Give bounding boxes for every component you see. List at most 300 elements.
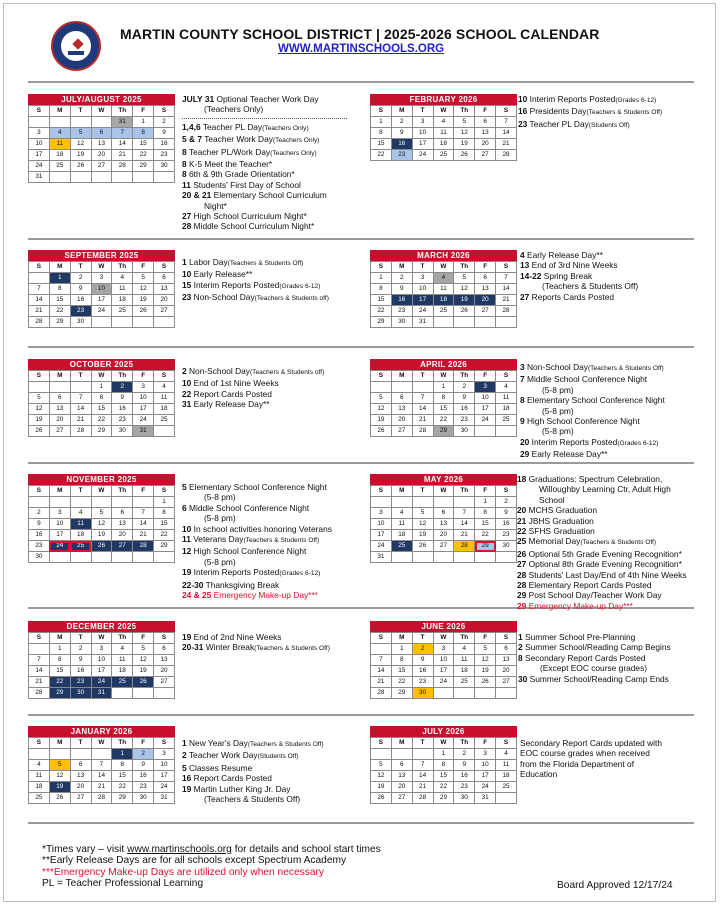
day-cell: 2 [154, 117, 175, 128]
week-row [29, 519, 175, 530]
day-cell: 22 [154, 530, 175, 541]
weekday-label: S [154, 486, 175, 497]
day-cell: 11 [433, 284, 454, 295]
event-item [182, 147, 354, 159]
day-cell: 30 [412, 688, 433, 699]
event-item [517, 601, 702, 611]
event-date: 8 [520, 395, 525, 406]
event-item [182, 159, 354, 169]
day-cell: 23 [454, 782, 475, 793]
weekday-label: T [70, 106, 91, 117]
day-cell: 10 [91, 284, 112, 295]
divider [28, 81, 694, 83]
day-cell [496, 426, 517, 437]
day-cell: 1 [91, 382, 112, 393]
day-cell: 17 [412, 139, 433, 150]
event-text: (Teachers & Students Off) [204, 794, 301, 805]
day-cell: 3 [91, 644, 112, 655]
day-cell: 31 [475, 793, 496, 804]
day-cell: 7 [70, 393, 91, 404]
week-row [371, 666, 517, 677]
event-text: Middle School Curriculum Night* [193, 221, 315, 232]
weekday-label: Th [454, 633, 475, 644]
day-cell: 23 [412, 677, 433, 688]
day-cell: 23 [70, 306, 91, 317]
weekday-label: T [412, 106, 433, 117]
week-row [371, 760, 517, 771]
day-cell: 27 [475, 150, 496, 161]
day-cell: 19 [29, 415, 50, 426]
day-cell [412, 382, 433, 393]
weekday-label: W [91, 106, 112, 117]
week-row [371, 655, 517, 666]
event-date: 25 [517, 536, 527, 547]
day-cell: 20 [475, 295, 496, 306]
divider [28, 462, 694, 464]
day-cell [29, 117, 50, 128]
day-cell: 3 [475, 382, 496, 393]
day-cell: 17 [154, 771, 175, 782]
weekday-label: M [49, 106, 70, 117]
day-cell [371, 497, 392, 508]
event-text: (5-8 pm) [204, 556, 236, 567]
event-date: 1,4,6 [182, 121, 201, 132]
event-text: Early Release Day** [527, 250, 603, 260]
event-text: MCHS Graduation [528, 505, 598, 516]
day-cell: 27 [391, 793, 412, 804]
day-cell: 25 [154, 415, 175, 426]
event-text: Elementary School Conference Night [189, 482, 327, 492]
event-item [517, 590, 702, 600]
day-cell: 27 [496, 677, 517, 688]
day-cell: 15 [475, 519, 496, 530]
day-cell: 6 [91, 128, 112, 139]
day-cell: 26 [475, 677, 496, 688]
month-title: FEBRUARY 2026 [370, 94, 517, 105]
day-cell: 18 [112, 295, 133, 306]
day-cell: 18 [112, 666, 133, 677]
week-row [371, 393, 517, 404]
event-list [520, 250, 685, 302]
event-item [517, 484, 702, 494]
month-calendar [370, 250, 517, 328]
day-cell: 22 [49, 306, 70, 317]
event-text: SFHS Graduation [528, 526, 595, 537]
day-cell [91, 172, 112, 183]
day-cell: 1 [433, 382, 454, 393]
event-item [520, 406, 695, 416]
day-cell: 16 [70, 295, 91, 306]
day-cell: 11 [454, 655, 475, 666]
day-cell: 17 [475, 771, 496, 782]
day-cell: 3 [154, 749, 175, 760]
day-cell: 7 [412, 760, 433, 771]
day-cell [154, 426, 175, 437]
event-date: 19 [182, 567, 192, 578]
day-cell: 13 [496, 655, 517, 666]
event-item [517, 505, 702, 515]
day-cell: 5 [454, 273, 475, 284]
weekday-label: F [133, 486, 154, 497]
event-note: (Teachers & Students Off) [586, 109, 663, 117]
day-cell: 14 [133, 519, 154, 530]
day-cell: 16 [454, 771, 475, 782]
day-cell: 17 [433, 666, 454, 677]
day-cell: 1 [49, 644, 70, 655]
day-cell: 11 [391, 519, 412, 530]
event-note: (Grades 6-12) [279, 570, 321, 578]
week-row [29, 317, 175, 328]
day-cell [133, 688, 154, 699]
event-item [182, 784, 357, 794]
weekday-header-row [371, 262, 517, 273]
day-cell: 6 [496, 644, 517, 655]
day-cell [391, 382, 412, 393]
week-row [29, 677, 175, 688]
day-cell: 16 [391, 139, 412, 150]
event-text: Labor Day [189, 257, 228, 267]
week-row [371, 426, 517, 437]
day-cell: 18 [70, 530, 91, 541]
month-title: MAY 2026 [370, 474, 517, 485]
day-cell: 23 [391, 150, 412, 161]
weekday-label: Th [112, 106, 133, 117]
event-item [182, 632, 357, 642]
day-cell: 7 [91, 760, 112, 771]
weekday-label: T [412, 486, 433, 497]
divider [28, 346, 694, 348]
weekday-label: S [371, 262, 392, 273]
day-cell: 15 [49, 666, 70, 677]
day-cell: 26 [412, 541, 433, 552]
day-cell [454, 688, 475, 699]
day-cell: 5 [475, 644, 496, 655]
day-cell [70, 172, 91, 183]
event-item [182, 524, 362, 534]
day-cell: 23 [112, 415, 133, 426]
week-row [29, 793, 175, 804]
day-cell [91, 317, 112, 328]
weekday-label: Th [454, 106, 475, 117]
day-cell: 18 [29, 782, 50, 793]
event-text: Teacher PL/Work Day [188, 146, 271, 157]
day-cell: 24 [412, 150, 433, 161]
day-cell: 6 [433, 508, 454, 519]
day-cell [112, 688, 133, 699]
day-cell: 22 [371, 306, 392, 317]
day-cell: 28 [412, 426, 433, 437]
event-text: Students' Last Day/End of 4th Nine Weeks [528, 569, 687, 580]
month-calendar [28, 726, 175, 804]
weekday-label: S [29, 262, 50, 273]
day-cell: 22 [433, 415, 454, 426]
day-cell: 24 [154, 782, 175, 793]
event-item [520, 281, 685, 291]
day-cell: 8 [433, 760, 454, 771]
day-cell: 14 [29, 295, 50, 306]
event-item [520, 748, 695, 758]
day-cell: 16 [29, 530, 50, 541]
weekday-label: Th [454, 486, 475, 497]
day-cell: 27 [391, 426, 412, 437]
week-row [371, 519, 517, 530]
month-title: SEPTEMBER 2025 [28, 250, 175, 261]
event-text: Report Cards Posted [193, 773, 272, 784]
day-cell: 24 [433, 677, 454, 688]
event-item [517, 580, 702, 590]
event-item [182, 169, 354, 179]
week-row [29, 688, 175, 699]
day-cell: 7 [496, 117, 517, 128]
weekday-label: S [371, 486, 392, 497]
event-text: Interim Reports Posted [193, 567, 280, 578]
day-cell: 23 [154, 150, 175, 161]
day-cell: 20 [391, 782, 412, 793]
day-cell: 11 [112, 284, 133, 295]
event-item [517, 526, 702, 536]
weekday-label: W [433, 262, 454, 273]
weekday-label: W [91, 738, 112, 749]
weekday-label: T [70, 633, 91, 644]
month-grid [28, 632, 175, 699]
event-date: 16 [182, 773, 192, 784]
event-item [182, 378, 357, 388]
event-date: 23 [518, 118, 528, 129]
day-cell: 7 [496, 273, 517, 284]
weekday-label: F [475, 486, 496, 497]
event-item [182, 269, 357, 279]
day-cell: 11 [29, 771, 50, 782]
day-cell: 26 [49, 793, 70, 804]
day-cell: 24 [133, 415, 154, 426]
event-text: School [539, 494, 565, 505]
weekday-label: M [49, 371, 70, 382]
day-cell: 15 [371, 295, 392, 306]
day-cell [454, 497, 475, 508]
day-cell: 4 [112, 273, 133, 284]
event-text: from the Florida Department of [520, 758, 635, 769]
divider [28, 714, 694, 716]
month-grid [370, 105, 517, 161]
event-date: 31 [182, 399, 192, 410]
day-cell: 31 [371, 552, 392, 563]
day-cell: 15 [371, 139, 392, 150]
event-list [182, 632, 357, 655]
day-cell: 19 [133, 666, 154, 677]
event-text: (Except EOC course grades) [540, 663, 648, 674]
month-grid [28, 485, 175, 563]
weekday-header-row [371, 371, 517, 382]
day-cell: 3 [412, 117, 433, 128]
event-text: Elementary School Conference Night [527, 395, 665, 406]
weekday-label: M [391, 633, 412, 644]
day-cell: 16 [496, 519, 517, 530]
day-cell [70, 117, 91, 128]
weekday-label: S [154, 106, 175, 117]
event-date: JULY 31 [182, 94, 215, 104]
day-cell: 13 [154, 655, 175, 666]
day-cell: 27 [112, 541, 133, 552]
day-cell [91, 117, 112, 128]
day-cell [371, 382, 392, 393]
event-text: Elementary School Curriculum [213, 190, 327, 201]
day-cell: 12 [412, 519, 433, 530]
month-title: MARCH 2026 [370, 250, 517, 261]
day-cell: 4 [112, 644, 133, 655]
day-cell: 9 [112, 393, 133, 404]
day-cell: 4 [29, 760, 50, 771]
day-cell [29, 382, 50, 393]
event-item [182, 580, 362, 590]
event-text: Secondary Report Cards Posted [525, 652, 646, 663]
day-cell: 6 [475, 273, 496, 284]
day-cell [91, 552, 112, 563]
day-cell: 2 [412, 644, 433, 655]
day-cell: 21 [412, 782, 433, 793]
event-text: Secondary Report Cards updated with [520, 738, 662, 748]
week-row [371, 273, 517, 284]
event-text: EOC course grades when received [520, 748, 650, 759]
weekday-label: W [433, 486, 454, 497]
day-cell: 8 [391, 655, 412, 666]
event-date: 22 [182, 388, 192, 399]
day-cell: 8 [91, 393, 112, 404]
day-cell: 20 [433, 530, 454, 541]
day-cell [70, 497, 91, 508]
weekday-label: S [154, 262, 175, 273]
event-date: 10 [182, 378, 192, 389]
day-cell: 14 [496, 128, 517, 139]
day-cell: 12 [29, 404, 50, 415]
day-cell [454, 552, 475, 563]
day-cell: 28 [70, 426, 91, 437]
event-list [182, 738, 357, 804]
event-item [520, 374, 695, 384]
event-item [182, 104, 354, 114]
day-cell: 20 [112, 530, 133, 541]
day-cell: 22 [475, 530, 496, 541]
event-text: Teacher Work Day [204, 134, 273, 145]
event-text: (Teachers Only) [204, 104, 264, 115]
event-text: Non-School Day [527, 362, 588, 372]
event-note: (Teachers & Students Off) [587, 365, 664, 372]
day-cell: 13 [91, 139, 112, 150]
day-cell: 14 [29, 666, 50, 677]
event-text: High School Curriculum Night* [193, 211, 307, 222]
event-note: (Teachers & Students Off) [227, 260, 304, 267]
weekday-label: T [70, 262, 91, 273]
day-cell: 16 [133, 771, 154, 782]
weekday-label: Th [112, 371, 133, 382]
day-cell: 28 [112, 161, 133, 172]
day-cell: 20 [391, 415, 412, 426]
event-item [520, 271, 685, 281]
day-cell: 19 [371, 415, 392, 426]
footer-website-link[interactable]: www.martinschools.org [127, 844, 232, 855]
day-cell: 30 [496, 541, 517, 552]
month-title: NOVEMBER 2025 [28, 474, 175, 485]
day-cell [475, 317, 496, 328]
day-cell: 1 [391, 644, 412, 655]
day-cell: 25 [112, 677, 133, 688]
day-cell: 31 [91, 688, 112, 699]
day-cell: 21 [70, 415, 91, 426]
event-item [182, 546, 362, 556]
day-cell: 19 [49, 782, 70, 793]
day-cell: 2 [29, 508, 50, 519]
event-item [182, 389, 357, 399]
week-row [29, 541, 175, 552]
week-row [371, 688, 517, 699]
event-date: 20 [517, 505, 527, 516]
event-item [182, 122, 354, 134]
event-date: 1 [182, 257, 187, 267]
event-date: 29 [517, 590, 527, 601]
event-item [182, 94, 354, 104]
day-cell [70, 382, 91, 393]
day-cell: 29 [112, 793, 133, 804]
day-cell: 28 [133, 541, 154, 552]
event-text: Report Cards Posted [193, 388, 272, 399]
day-cell: 8 [154, 508, 175, 519]
day-cell: 25 [496, 415, 517, 426]
day-cell: 28 [91, 793, 112, 804]
day-cell [154, 552, 175, 563]
footer-pl-note: PL = Teacher Professional Learning [42, 877, 204, 889]
day-cell: 6 [154, 644, 175, 655]
day-cell: 13 [154, 284, 175, 295]
month-title: JULY 2026 [370, 726, 517, 737]
day-cell: 13 [391, 771, 412, 782]
weekday-label: M [49, 486, 70, 497]
event-date: 28 [517, 580, 527, 591]
weekday-label: T [412, 738, 433, 749]
week-row [371, 404, 517, 415]
month-title: JUNE 2026 [370, 621, 517, 632]
day-cell: 22 [371, 150, 392, 161]
weekday-label: Th [112, 486, 133, 497]
day-cell: 28 [496, 150, 517, 161]
month-calendar [370, 726, 517, 804]
week-row [29, 128, 175, 139]
weekday-label: S [29, 106, 50, 117]
day-cell: 9 [454, 393, 475, 404]
event-item [182, 513, 362, 523]
day-cell: 10 [475, 393, 496, 404]
week-row [371, 128, 517, 139]
day-cell [49, 382, 70, 393]
day-cell: 7 [454, 508, 475, 519]
event-text: Middle School Conference Night [189, 502, 310, 513]
day-cell: 23 [29, 541, 50, 552]
weekday-label: F [475, 106, 496, 117]
day-cell: 20 [475, 139, 496, 150]
day-cell: 27 [49, 426, 70, 437]
event-note: (Teachers & Students Off) [254, 645, 330, 653]
weekday-label: Th [454, 262, 475, 273]
event-item [518, 106, 688, 118]
day-cell: 11 [433, 128, 454, 139]
district-website-link[interactable]: WWW.MARTINSCHOOLS.ORG [278, 43, 445, 55]
day-cell: 9 [70, 655, 91, 666]
day-cell: 19 [454, 139, 475, 150]
event-date: 30 [518, 673, 528, 684]
day-cell: 1 [133, 117, 154, 128]
weekday-label: F [133, 106, 154, 117]
day-cell: 25 [433, 306, 454, 317]
event-list [182, 257, 357, 305]
month-grid [28, 105, 175, 183]
